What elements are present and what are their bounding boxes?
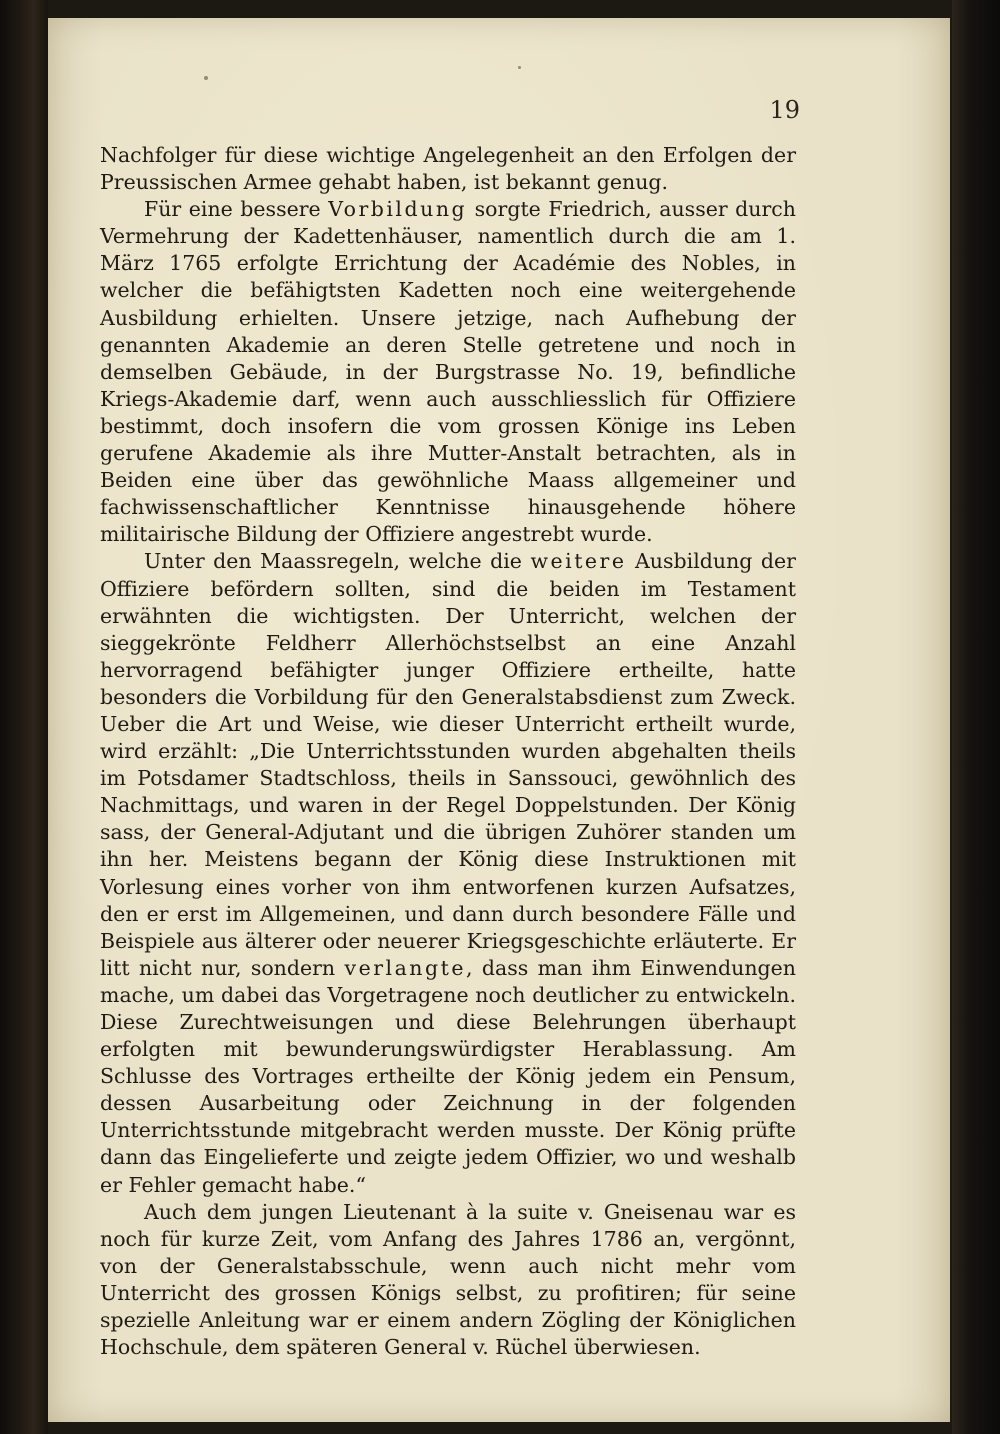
paragraph <box>100 196 796 548</box>
page-number: 19 <box>769 96 800 124</box>
text-run: Für eine bessere <box>144 197 329 222</box>
ink-speck <box>204 76 208 80</box>
text-run: sorgte Friedrich, ausser durch Vermehrung der Kadettenhäuser, namentlich durch die am 1. März 1765 erfolgte Errichtung der Académie des Nobles, in welcher die befähigtsten Kadetten noch eine weitergehende Ausbildung erhielten. Unsere jetzige, nach Aufhebung der genannten Akademie an deren Stelle getretene und noch in demselben Gebäude, in der Burgstrasse No. 19, befindliche Kriegs-Akademie darf, wenn auch ausschliesslich für Offiziere bestimmt, doch insofern die vom grossen Könige ins Leben gerufene Akademie als ihre Mutter-Anstalt betrachten, als in Beiden eine über das gewöhnliche Maass allgemeiner und fachwissenschaftlicher Kenntnisse hinausgehende höhere militairische Bildung der Offiziere angestrebt wurde. <box>100 197 796 547</box>
ink-speck <box>518 66 521 69</box>
text-run: , dass man ihm Einwendungen mache, um dabei das Vorgetragene noch deutlicher zu entwickeln. Diese Zurechtweisungen und diese Belehrungen überhaupt erfolgten mit bewunderungswürdigster Herablassung. Am Schlusse des Vortrages ertheilte der König jedem ein Pensum, dessen Ausarbeitung oder Zeichnung in der folgenden Unterrichtsstunde mitgebracht werden musste. Der König prüfte dann das Eingelieferte und zeigte jedem Offizier, wo und weshalb er Fehler gemacht habe.“ <box>100 955 796 1197</box>
text-run: Nachfolger für diese wichtige Angelegenheit an den Erfolgen der Preussischen Armee gehabt haben, ist bekannt genug. <box>100 143 796 195</box>
text-run: Unter den Maassregeln, welche die <box>144 549 531 574</box>
text-run: Ausbildung der Offiziere befördern sollten, sind die beiden im Testament erwähnten die wichtigsten. Der Unterricht, welchen der sieggekrönte Feldherr Allerhöchstselbst an eine Anzahl hervorragend befähigter junger Offiziere ertheilte, hatte besonders die Vorbildung für den Generalstabsdienst zum Zweck. Ueber die Art und Weise, wie dieser Unterricht ertheilt wurde, wird erzählt: „Die Unterrichtsstunden wurden abgehalten theils im Potsdamer Stadtschloss, theils in Sanssouci, gewöhnlich des Nachmittags, und waren in der Regel Doppelstunden. Der König sass, der General-Adjutant und die übrigen Zuhörer standen um ihn her. Meistens begann der König diese Instruktionen mit Vorlesung eines vorher von ihm entworfenen kurzen Aufsatzes, den er erst im Allgemeinen, und dann durch besondere Fälle und Beispiele aus älterer oder neuerer Kriegsgeschichte erläuterte. Er litt nicht nur, sondern <box>100 549 796 980</box>
paragraph <box>100 548 796 1198</box>
book-binding-right <box>952 0 1000 1434</box>
emphasized-spaced-word: Vorbildung <box>328 197 468 222</box>
text-run: Auch dem jungen Lieutenant à la suite v. Gneisenau war es noch für kurze Zeit, vom Anfang des Jahres 1786 an, vergönnt, von der Generalstabsschule, wenn auch nicht mehr vom Unterricht des grossen Königs selbst, zu profitiren; für seine spezielle Anleitung war er einem andern Zögling der Königlichen Hochschule, dem späteren General v. Rüchel überwiesen. <box>100 1199 796 1360</box>
emphasized-spaced-word: verlangte <box>344 955 466 980</box>
body-text <box>100 142 796 1361</box>
paragraph <box>100 1199 796 1362</box>
book-page <box>48 18 950 1422</box>
paragraph <box>100 142 796 196</box>
book-binding-left <box>0 0 48 1434</box>
emphasized-spaced-word: weitere <box>530 549 627 574</box>
